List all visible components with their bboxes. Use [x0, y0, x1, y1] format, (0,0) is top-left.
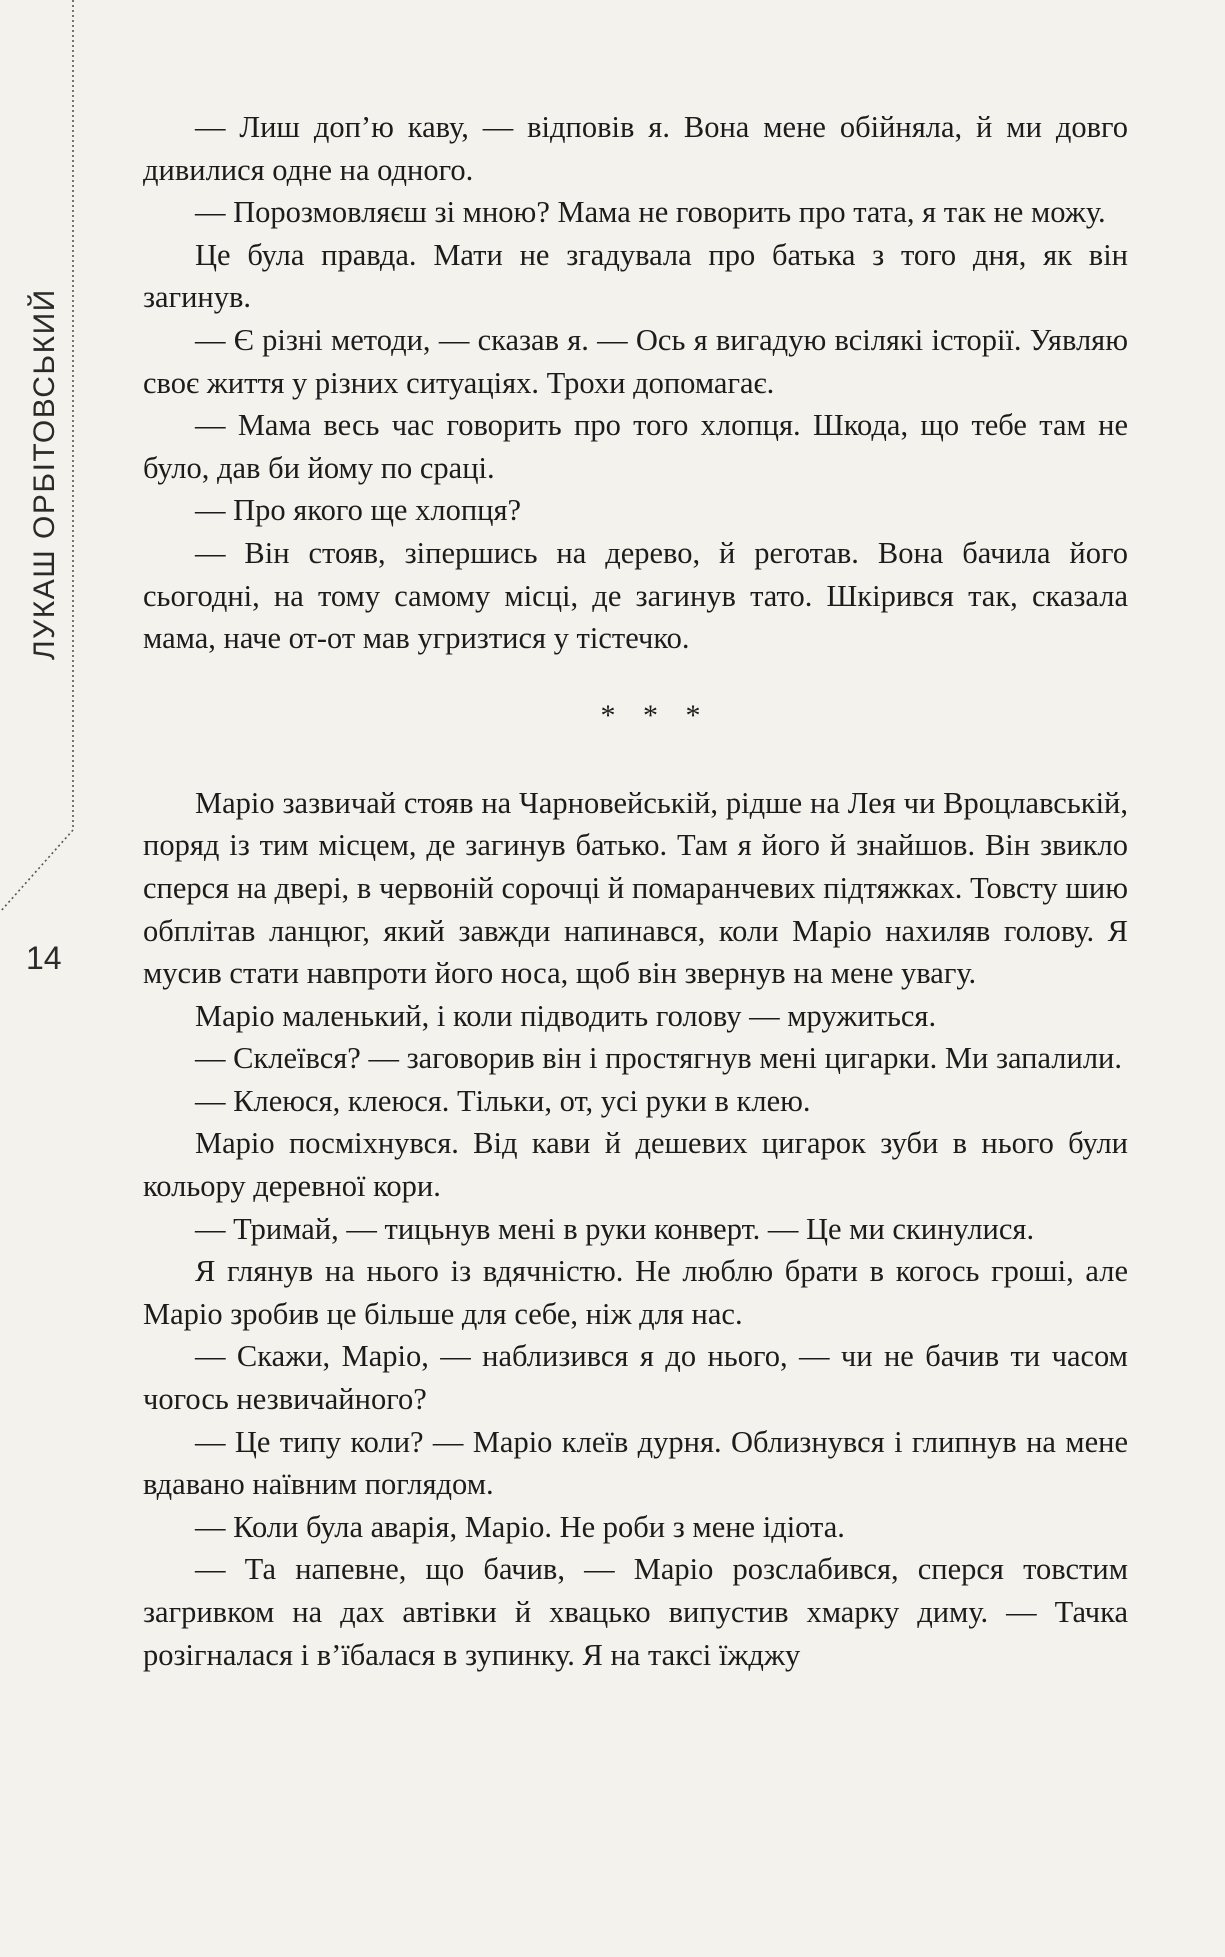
paragraph: — Тримай, — тицьнув мені в руки конверт. — Це ми скинулися.: [195, 1211, 1035, 1246]
paragraph: — Лиш доп’ю каву, — відповів я. Вона мене обійняла, й ми довго дивилися одне на одного.: [143, 110, 1128, 187]
paragraph: Це була правда. Мати не згадувала про батька з того дня, як він загинув.: [143, 237, 1128, 315]
paragraph: Маріо маленький, і коли підводить голову — мружиться.: [195, 998, 937, 1033]
paragraph: — Клеюся, клеюся. Тільки, от, усі руки в клею.: [195, 1083, 811, 1118]
paragraph: Маріо зазвичай стояв на Чарновейській, рідше на Лея чи Вроцлавській, поряд із тим місцем, де загинув батько. Там я його й знайшов. Він звикло сперся на двері, в червоній сорочці й помаранчевих підтяжках. Товсту шию обплітав ланцюг, який завжди напинався, коли Маріо нахиляв голову. Я мусив стати навпроти його носа, щоб він звернув на мене увагу.: [143, 785, 1128, 991]
paragraph: Маріо посміхнувся. Від кави й дешевих цигарок зуби в нього були кольору деревної кори.: [143, 1126, 1128, 1204]
paragraph: — Та напевне, що бачив, — Маріо розслабився, сперся товстим загривком на дах автівки й хвацько випустив хмарку диму. — Тачка розігналася і в’їбалася в зупинку. Я на таксі їжджу: [143, 1552, 1128, 1672]
paragraph: — Він стояв, зіпершись на дерево, й реготав. Вона бачила його сьогодні, на тому самому місці, де загинув тато. Шкірився так, сказала мама, наче от-от мав угризтися у тістечко.: [143, 535, 1128, 656]
paragraph: — Коли була аварія, Маріо. Не роби з мене ідіота.: [195, 1509, 845, 1544]
paragraph: — Про якого ще хлопця?: [195, 493, 522, 528]
paragraph: — Порозмовляєш зі мною? Мама не говорить про тата, я так не можу.: [195, 195, 1106, 230]
paragraph: — Це типу коли? — Маріо клеїв дурня. Облизнувся і глипнув на мене вдавано наївним поглядом.: [143, 1424, 1128, 1502]
paragraph: Я глянув на нього із вдячністю. Не люблю брати в когось гроші, але Маріо зробив це більше для себе, ніж для нас.: [143, 1254, 1128, 1331]
paragraph: — Склеївся? — заговорив він і простягнув мені цигарки. Ми запалили.: [195, 1041, 1123, 1076]
body-text: [143, 106, 1128, 1676]
paragraph: — Скажи, Маріо, — наблизився я до нього, — чи не бачив ти часом чогось незвичайного?: [143, 1339, 1128, 1417]
section-separator: * * *: [600, 698, 711, 732]
running-head-author: ЛУКАШ ОРБІТОВСЬКИЙ: [28, 288, 61, 660]
page-number: 14: [26, 940, 62, 976]
paragraph: — Є різні методи, — сказав я. — Ось я вигадую всілякі історії. Уявляю своє життя у різних ситуаціях. Трохи допомагає.: [143, 322, 1128, 400]
paragraph: — Мама весь час говорить про того хлопця. Шкода, що тебе там не було, дав би йому по сраці.: [143, 408, 1128, 485]
